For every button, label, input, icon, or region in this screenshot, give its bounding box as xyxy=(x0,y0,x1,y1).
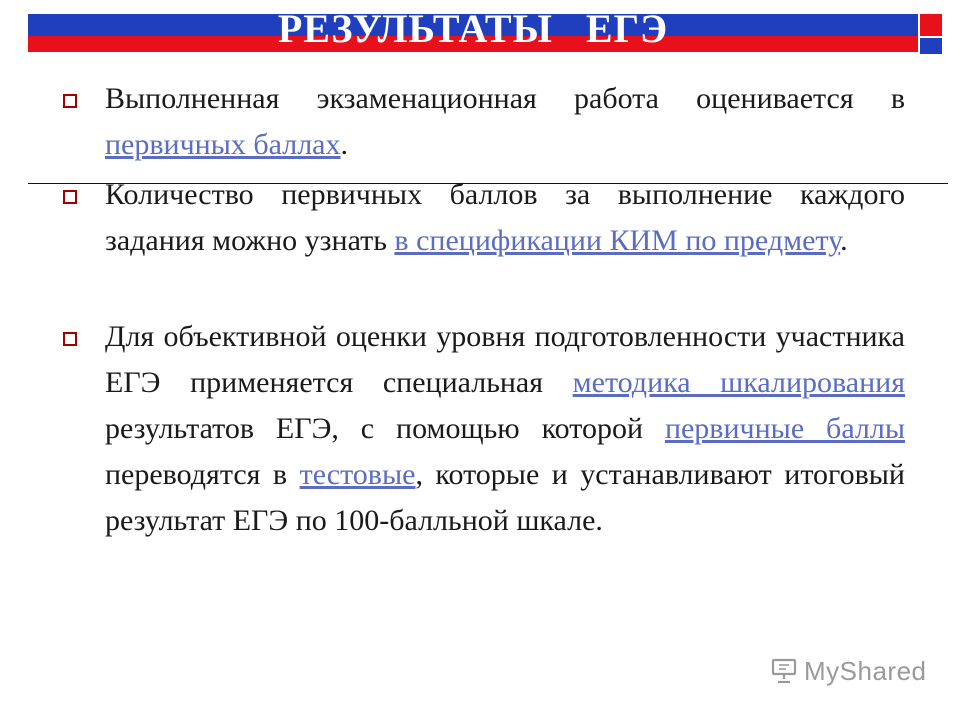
slide-title: РЕЗУЛЬТАТЫ ЕГЭ xyxy=(277,6,669,51)
bullet-square-icon xyxy=(63,332,77,346)
projector-icon xyxy=(770,657,798,685)
bullet-square-icon xyxy=(63,94,77,108)
link-scaling-method[interactable]: методика шкалирования xyxy=(572,366,905,399)
bullet-square-icon xyxy=(63,190,77,204)
bullet-2-text-b: . xyxy=(840,224,848,257)
bullet-3-text-d: , которые и устанавливают итоговый результат ЕГЭ по 100-балльной шкале. xyxy=(105,458,905,537)
header-corner-blue xyxy=(920,38,942,54)
bullet-1-text-a: Выполненная экзаменационная работа оценивается в xyxy=(105,82,905,115)
bullet-1-text-b: . xyxy=(340,128,348,161)
header-corner-red xyxy=(920,14,942,36)
link-primary-points-2[interactable]: первичные баллы xyxy=(664,412,905,445)
bullet-3-text-a: Для объективной оценки уровня подготовленности участника ЕГЭ применяется специальная xyxy=(105,320,905,399)
logo-text: MyShared xyxy=(804,655,927,686)
link-test-points[interactable]: тестовые xyxy=(299,458,416,491)
bullet-3-text-c: переводятся в xyxy=(105,458,300,491)
bullet-2-text-a: Количество первичных баллов за выполнение каждого задания можно узнать xyxy=(105,178,905,257)
bullet-3-text-b: результатов ЕГЭ, с помощью которой xyxy=(105,412,665,445)
bullet-text-3 xyxy=(105,314,905,544)
link-primary-points[interactable]: первичных баллах xyxy=(105,128,341,161)
bullet-text-2 xyxy=(105,172,905,264)
link-specification[interactable]: в спецификации КИМ по предмету xyxy=(394,224,841,257)
bullet-text-1 xyxy=(105,76,905,168)
watermark-logo xyxy=(770,654,927,688)
